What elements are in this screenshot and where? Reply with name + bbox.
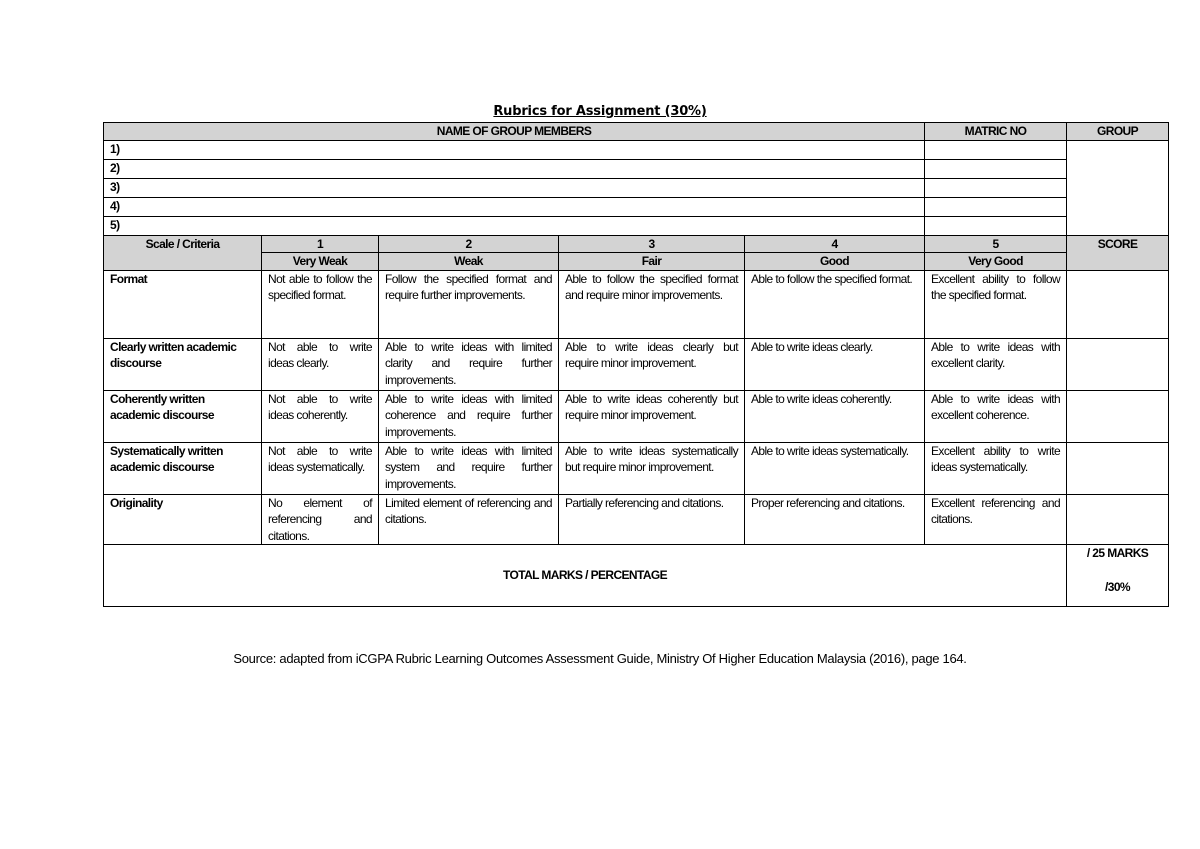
descriptor-very-good: Able to write ideas with excellent clarity. xyxy=(925,338,1067,390)
descriptor-fair: Partially referencing and citations. xyxy=(559,494,745,545)
descriptor-good: Proper referencing and citations. xyxy=(745,494,925,545)
member-name-cell[interactable]: 1) xyxy=(104,140,925,159)
score-header: SCORE xyxy=(1067,235,1169,270)
descriptor-good: Able to follow the specified format. xyxy=(745,270,925,338)
descriptor-weak: Able to write ideas with limited coherence and require further improvements. xyxy=(379,390,559,442)
scale-number: 4 xyxy=(745,235,925,253)
source-note: Source: adapted from iCGPA Rubric Learning Outcomes Assessment Guide, Ministry Of Higher Education Malaysia (2016), page 164. xyxy=(233,651,967,666)
criterion-row-clarity xyxy=(104,338,1169,390)
descriptor-very-good: Able to write ideas with excellent coherence. xyxy=(925,390,1067,442)
member-name-cell[interactable]: 3) xyxy=(104,178,925,197)
descriptor-fair: Able to write ideas coherently but require minor improvement. xyxy=(559,390,745,442)
descriptor-fair: Able to follow the specified format and require minor improvements. xyxy=(559,270,745,338)
score-cell[interactable] xyxy=(1067,270,1169,338)
member-row xyxy=(104,178,1169,197)
descriptor-good: Able to write ideas systematically. xyxy=(745,442,925,494)
descriptor-weak: Able to write ideas with limited system and require further improvements. xyxy=(379,442,559,494)
criterion-row-format xyxy=(104,270,1169,338)
descriptor-very-weak: Not able to write ideas clearly. xyxy=(262,338,379,390)
descriptor-very-weak: Not able to write ideas coherently. xyxy=(262,390,379,442)
criterion-name: Systematically written academic discourse xyxy=(104,442,262,494)
descriptor-very-weak: Not able to write ideas systematically. xyxy=(262,442,379,494)
scale-level: Weak xyxy=(379,253,559,271)
descriptor-fair: Able to write ideas systematically but require minor improvement. xyxy=(559,442,745,494)
score-cell[interactable] xyxy=(1067,390,1169,442)
member-name-cell[interactable]: 4) xyxy=(104,197,925,216)
scale-level: Fair xyxy=(559,253,745,271)
scale-level: Very Good xyxy=(925,253,1067,271)
score-cell[interactable] xyxy=(1067,338,1169,390)
member-row xyxy=(104,216,1169,235)
document-title: Rubrics for Assignment (30%) xyxy=(493,104,707,119)
scale-criteria-header: Scale / Criteria xyxy=(104,235,262,270)
matric-no-header: MATRIC NO xyxy=(925,123,1067,141)
scale-number: 5 xyxy=(925,235,1067,253)
total-label: TOTAL MARKS / PERCENTAGE xyxy=(104,545,1067,607)
matric-no-cell[interactable] xyxy=(925,216,1067,235)
member-name-cell[interactable]: 5) xyxy=(104,216,925,235)
descriptor-weak: Able to write ideas with limited clarity and require further improvements. xyxy=(379,338,559,390)
member-row xyxy=(104,197,1169,216)
total-row xyxy=(104,545,1169,607)
scale-number: 3 xyxy=(559,235,745,253)
descriptor-weak: Follow the specified format and require further improvements. xyxy=(379,270,559,338)
criterion-row-originality xyxy=(104,494,1169,545)
descriptor-good: Able to write ideas coherently. xyxy=(745,390,925,442)
criterion-name: Originality xyxy=(104,494,262,545)
members-header-row xyxy=(104,123,1169,141)
scale-level: Good xyxy=(745,253,925,271)
descriptor-fair: Able to write ideas clearly but require minor improvement. xyxy=(559,338,745,390)
member-row xyxy=(104,159,1169,178)
group-header: GROUP xyxy=(1067,123,1169,141)
matric-no-cell[interactable] xyxy=(925,159,1067,178)
rubric-table xyxy=(103,122,1169,607)
descriptor-good: Able to write ideas clearly. xyxy=(745,338,925,390)
scale-number: 2 xyxy=(379,235,559,253)
scale-number-row xyxy=(104,235,1169,253)
criterion-row-system xyxy=(104,442,1169,494)
criterion-name: Format xyxy=(104,270,262,338)
descriptor-very-weak: Not able to follow the specified format. xyxy=(262,270,379,338)
score-cell[interactable] xyxy=(1067,494,1169,545)
criterion-row-coherence xyxy=(104,390,1169,442)
criterion-name: Coherently written academic discourse xyxy=(104,390,262,442)
descriptor-very-good: Excellent referencing and citations. xyxy=(925,494,1067,545)
matric-no-cell[interactable] xyxy=(925,197,1067,216)
descriptor-very-good: Excellent ability to write ideas systematically. xyxy=(925,442,1067,494)
group-members-header: NAME OF GROUP MEMBERS xyxy=(104,123,925,141)
member-row xyxy=(104,140,1169,159)
group-cell[interactable] xyxy=(1067,140,1169,235)
score-cell[interactable] xyxy=(1067,442,1169,494)
scale-level: Very Weak xyxy=(262,253,379,271)
descriptor-weak: Limited element of referencing and citations. xyxy=(379,494,559,545)
criterion-name: Clearly written academic discourse xyxy=(104,338,262,390)
matric-no-cell[interactable] xyxy=(925,140,1067,159)
scale-level-row xyxy=(104,253,1169,271)
member-name-cell[interactable]: 2) xyxy=(104,159,925,178)
matric-no-cell[interactable] xyxy=(925,178,1067,197)
total-marks-cell[interactable] xyxy=(1067,545,1169,607)
descriptor-very-weak: No element of referencing and citations. xyxy=(262,494,379,545)
total-percent: /30% xyxy=(1105,580,1130,594)
descriptor-very-good: Excellent ability to follow the specified format. xyxy=(925,270,1067,338)
total-marks: / 25 MARKS xyxy=(1086,546,1149,560)
scale-number: 1 xyxy=(262,235,379,253)
